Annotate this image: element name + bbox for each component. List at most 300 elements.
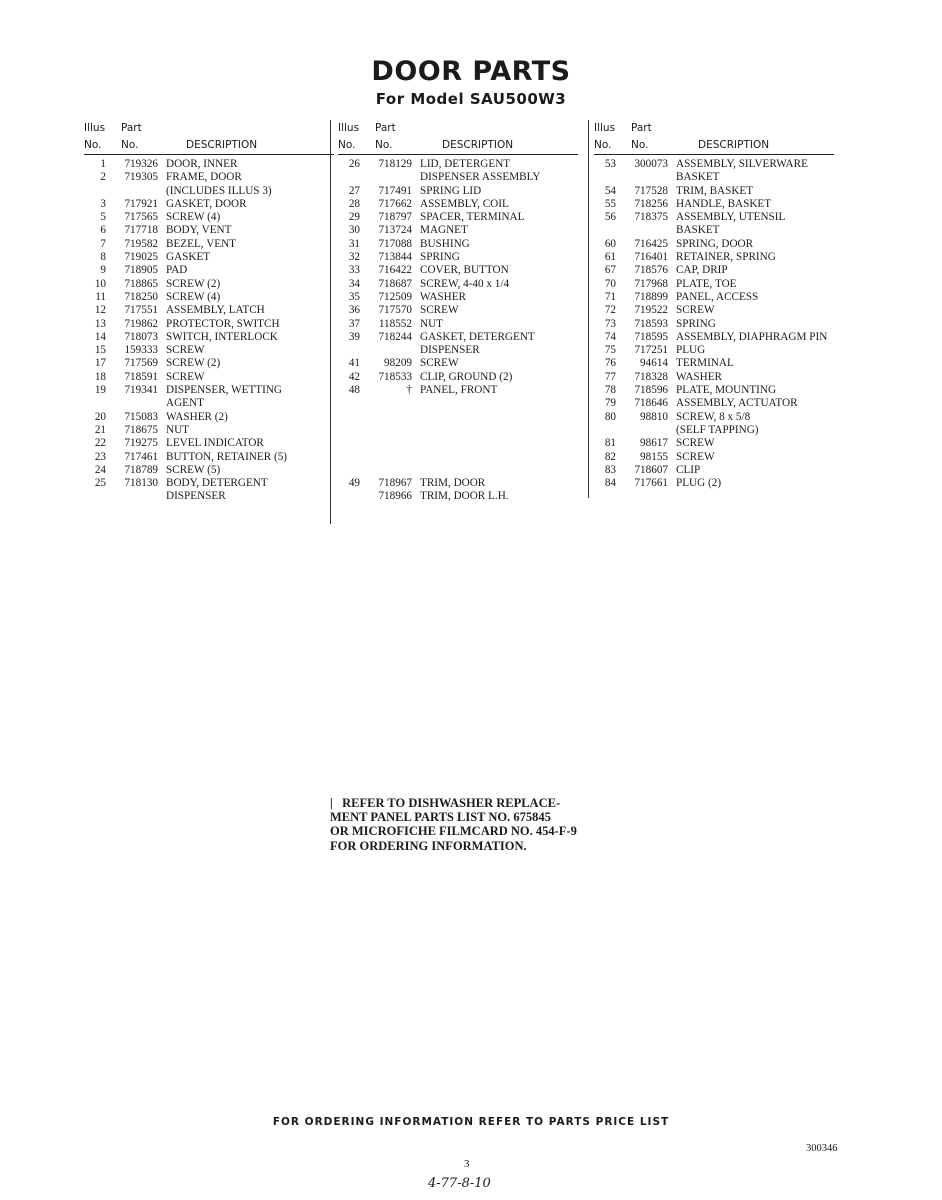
- part-number: 159333: [124, 344, 158, 357]
- illus-number: 61: [604, 251, 616, 264]
- part-number: 718687: [378, 277, 412, 290]
- part-number: 719025: [124, 251, 158, 264]
- part-number: 715083: [124, 410, 158, 423]
- part-number: 718905: [124, 264, 158, 277]
- part-description: NUT: [420, 317, 443, 330]
- part-row: [594, 198, 834, 211]
- part-row: [594, 437, 834, 450]
- part-number: 718250: [124, 290, 158, 303]
- illus-number: 73: [604, 317, 616, 330]
- illus-number: 56: [604, 211, 616, 224]
- part-row: [84, 451, 334, 464]
- header-illus-no: No.: [594, 139, 612, 151]
- illus-number: 30: [348, 224, 360, 237]
- parts-list: [594, 154, 834, 490]
- illus-number: 10: [94, 277, 106, 290]
- illus-number: 8: [100, 251, 106, 264]
- parts-list: [84, 154, 334, 504]
- part-description: LEVEL INDICATOR: [166, 437, 264, 450]
- header-part-no: No.: [375, 139, 393, 151]
- part-description: SCREW (2): [166, 277, 221, 290]
- illus-number: 54: [604, 184, 616, 197]
- header-part: Part: [631, 122, 652, 134]
- part-number: 713724: [378, 224, 412, 237]
- part-description: (SELF TAPPING): [676, 423, 759, 436]
- part-description: PLUG: [676, 344, 706, 357]
- illus-number: 6: [100, 224, 106, 237]
- document-number: 300346: [806, 1143, 838, 1154]
- part-description: WASHER: [676, 370, 722, 383]
- part-row: [338, 211, 578, 224]
- part-description: TRIM, BASKET: [676, 184, 754, 197]
- part-number: 717551: [124, 304, 158, 317]
- page-subtitle: For Model SAU500W3: [375, 90, 567, 108]
- part-number: 718130: [124, 477, 158, 490]
- illus-number: 32: [348, 251, 360, 264]
- part-number: 718966: [378, 490, 412, 503]
- header-rule: [338, 154, 578, 155]
- part-row: [594, 278, 834, 291]
- part-row: [338, 158, 578, 171]
- illus-number: 77: [604, 370, 616, 383]
- part-description: BASKET: [676, 171, 720, 184]
- column-divider: [588, 120, 589, 498]
- part-description: AGENT: [166, 397, 204, 410]
- part-number: 717565: [124, 211, 158, 224]
- part-number: 719582: [124, 237, 158, 250]
- part-description: TRIM, DOOR: [420, 477, 486, 490]
- column-header: [338, 120, 578, 154]
- part-row: [594, 185, 834, 198]
- illus-number: 37: [348, 317, 360, 330]
- part-description: PAD: [166, 264, 188, 277]
- part-row: [594, 411, 834, 424]
- part-description: BASKET: [676, 224, 720, 237]
- part-description: MAGNET: [420, 224, 468, 237]
- part-row: [338, 384, 578, 397]
- part-row: [84, 464, 334, 477]
- illus-number: 75: [604, 344, 616, 357]
- page-title: DOOR PARTS: [371, 56, 571, 87]
- part-row: [84, 304, 334, 317]
- illus-number: 33: [348, 264, 360, 277]
- part-row: [84, 357, 334, 370]
- part-row: [84, 224, 334, 237]
- row-spacer: [338, 437, 578, 450]
- part-description: TERMINAL: [676, 357, 734, 370]
- part-description: BODY, VENT: [166, 224, 232, 237]
- part-description: PLATE, MOUNTING: [676, 384, 777, 397]
- illus-number: 81: [604, 437, 616, 450]
- illus-number: 60: [604, 237, 616, 250]
- part-row: [338, 185, 578, 198]
- part-number: 719341: [124, 384, 158, 397]
- illus-number: 28: [348, 197, 360, 210]
- part-number: 98155: [640, 450, 668, 463]
- header-description: DESCRIPTION: [442, 139, 514, 151]
- part-number: [106, 397, 166, 410]
- handwritten-note: 4-77-8-10: [428, 1176, 491, 1191]
- part-description: WASHER (2): [166, 410, 228, 423]
- part-row: [338, 344, 578, 357]
- part-number: 719305: [124, 171, 158, 184]
- part-number: 718256: [634, 197, 668, 210]
- row-spacer: [338, 424, 578, 437]
- part-number: [106, 490, 166, 503]
- part-description: BUTTON, RETAINER (5): [166, 450, 288, 463]
- illus-number: 36: [348, 304, 360, 317]
- header-description: DESCRIPTION: [186, 139, 258, 151]
- part-number: 718607: [634, 463, 668, 476]
- part-row: [594, 211, 834, 224]
- part-description: NUT: [166, 423, 189, 436]
- header-rule: [84, 154, 334, 155]
- illus-number: 55: [604, 197, 616, 210]
- header-part-no: No.: [631, 139, 649, 151]
- illus-number: [84, 185, 106, 198]
- part-row: [84, 384, 334, 397]
- part-row: [84, 318, 334, 331]
- part-description: GASKET, DETERGENT: [420, 330, 535, 343]
- part-number: 717968: [634, 277, 668, 290]
- row-spacer: [338, 464, 578, 477]
- part-description: SCREW: [676, 450, 715, 463]
- illus-number: 27: [348, 184, 360, 197]
- part-row: [594, 384, 834, 397]
- part-number: 718596: [634, 384, 668, 397]
- part-row: [84, 278, 334, 291]
- part-description: FRAME, DOOR: [166, 171, 242, 184]
- part-description: ASSEMBLY, ACTUATOR: [676, 397, 798, 410]
- part-description: HANDLE, BASKET: [676, 197, 772, 210]
- column-divider: [330, 120, 331, 524]
- illus-number: 20: [94, 410, 106, 423]
- illus-number: [594, 424, 616, 437]
- illus-number: 53: [604, 158, 616, 170]
- part-row: [84, 477, 334, 490]
- part-description: (INCLUDES ILLUS 3): [166, 184, 272, 197]
- illus-number: 12: [94, 304, 106, 317]
- column-header: [594, 120, 834, 154]
- part-number: 717718: [124, 224, 158, 237]
- part-row: [84, 291, 334, 304]
- part-number: 718591: [124, 370, 158, 383]
- part-row: [84, 211, 334, 224]
- part-description: PANEL, ACCESS: [676, 290, 759, 303]
- illus-number: 7: [100, 237, 106, 250]
- part-number: 717661: [634, 477, 668, 490]
- illus-number: 41: [348, 357, 360, 370]
- part-description: PANEL, FRONT: [420, 384, 498, 397]
- part-description: SCREW (5): [166, 463, 221, 476]
- illus-number: 21: [94, 423, 106, 436]
- part-row: [338, 238, 578, 251]
- part-row: [84, 331, 334, 344]
- part-row: [594, 304, 834, 317]
- illus-number: 71: [604, 290, 616, 303]
- part-description: TRIM, DOOR L.H.: [420, 490, 509, 503]
- illus-number: 49: [348, 477, 360, 490]
- part-row: [338, 490, 578, 503]
- part-row: [84, 238, 334, 251]
- part-row: [594, 171, 834, 184]
- part-row: [84, 171, 334, 184]
- part-description: SPRING: [676, 317, 716, 330]
- part-row: [338, 264, 578, 277]
- part-description: WASHER: [420, 290, 466, 303]
- illus-number: 24: [94, 463, 106, 476]
- part-number: 98617: [640, 437, 668, 450]
- part-number: [616, 171, 676, 184]
- part-description: BUSHING: [420, 237, 470, 250]
- part-description: DOOR, INNER: [166, 158, 238, 170]
- part-row: [338, 304, 578, 317]
- part-row: [84, 490, 334, 503]
- illus-number: 29: [348, 211, 360, 224]
- parts-column-2: [338, 120, 578, 504]
- illus-number: 9: [100, 264, 106, 277]
- part-row: [84, 371, 334, 384]
- illus-number: [84, 490, 106, 503]
- part-number: 719326: [124, 158, 158, 170]
- part-number: 718967: [378, 477, 412, 490]
- part-description: ASSEMBLY, UTENSIL: [676, 211, 786, 224]
- page-number: 3: [464, 1158, 470, 1170]
- illus-number: 1: [100, 158, 106, 170]
- part-row: [594, 424, 834, 437]
- row-spacer: [338, 397, 578, 410]
- part-row: [594, 371, 834, 384]
- header-rule: [594, 154, 834, 155]
- illus-number: 70: [604, 277, 616, 290]
- part-number: 716401: [634, 251, 668, 264]
- part-number: 718129: [378, 158, 412, 170]
- part-description: BODY, DETERGENT: [166, 477, 268, 490]
- part-row: [84, 198, 334, 211]
- part-number: 718595: [634, 330, 668, 343]
- part-number: 717088: [378, 237, 412, 250]
- part-number: 718576: [634, 264, 668, 277]
- part-row: [594, 291, 834, 304]
- part-row: [594, 464, 834, 477]
- illus-number: 22: [94, 437, 106, 450]
- illus-number: 11: [95, 290, 106, 303]
- part-number: [360, 171, 420, 184]
- row-spacer: [338, 451, 578, 464]
- part-number: 718899: [634, 290, 668, 303]
- part-number: 712509: [378, 290, 412, 303]
- part-description: SCREW (4): [166, 290, 221, 303]
- part-row: [338, 477, 578, 490]
- part-number: 718789: [124, 463, 158, 476]
- part-description: SCREW: [676, 437, 715, 450]
- illus-number: 25: [94, 477, 106, 490]
- part-row: [84, 251, 334, 264]
- part-row: [338, 251, 578, 264]
- part-row: [594, 251, 834, 264]
- part-description: SCREW, 4-40 x 1/4: [420, 277, 510, 290]
- part-row: [594, 158, 834, 171]
- part-description: DISPENSER ASSEMBLY: [420, 171, 541, 184]
- part-number: [360, 344, 420, 357]
- part-number: 718244: [378, 330, 412, 343]
- part-row: [84, 185, 334, 198]
- illus-number: 17: [94, 357, 106, 370]
- part-row: [338, 278, 578, 291]
- header-illus: Illus: [84, 122, 106, 134]
- part-description: ASSEMBLY, SILVERWARE: [676, 158, 808, 170]
- part-number: 719522: [634, 304, 668, 317]
- illus-number: 83: [604, 463, 616, 476]
- part-row: [594, 224, 834, 237]
- part-description: COVER, BUTTON: [420, 264, 509, 277]
- part-row: [84, 437, 334, 450]
- part-number: 718533: [378, 370, 412, 383]
- part-row: [594, 397, 834, 410]
- part-description: DISPENSER: [166, 490, 226, 503]
- illus-number: 23: [94, 450, 106, 463]
- illus-number: [338, 344, 360, 357]
- part-number: [106, 185, 166, 198]
- header-illus: Illus: [594, 122, 616, 134]
- illus-number: 14: [94, 330, 106, 343]
- part-row: [338, 331, 578, 344]
- parts-column-3: [594, 120, 834, 490]
- illus-number: 26: [348, 158, 360, 170]
- part-row: [338, 371, 578, 384]
- part-description: SCREW: [420, 304, 459, 317]
- part-number: 718375: [634, 211, 668, 224]
- part-number: 713844: [378, 251, 412, 264]
- part-description: SCREW: [166, 344, 205, 357]
- part-row: [594, 344, 834, 357]
- part-number: 98209: [384, 357, 412, 370]
- part-number: 718073: [124, 330, 158, 343]
- parts-list: [338, 154, 578, 504]
- part-row: [338, 357, 578, 370]
- part-number: 718328: [634, 370, 668, 383]
- illus-number: 34: [348, 277, 360, 290]
- illus-number: 42: [348, 370, 360, 383]
- part-description: SCREW: [420, 357, 459, 370]
- ordering-footer: FOR ORDERING INFORMATION REFER TO PARTS PRICE LIST: [272, 1116, 670, 1128]
- part-number: 717251: [634, 344, 668, 357]
- part-description: RETAINER, SPRING: [676, 251, 776, 264]
- header-description: DESCRIPTION: [698, 139, 770, 151]
- part-number: 719862: [124, 317, 158, 330]
- part-row: [338, 224, 578, 237]
- part-description: PLATE, TOE: [676, 277, 737, 290]
- part-description: LID, DETERGENT: [420, 158, 511, 170]
- part-row: [338, 198, 578, 211]
- part-description: SCREW (2): [166, 357, 221, 370]
- part-number: 717569: [124, 357, 158, 370]
- part-row: [338, 291, 578, 304]
- header-part: Part: [375, 122, 396, 134]
- header-illus-no: No.: [84, 139, 102, 151]
- part-number: 717570: [378, 304, 412, 317]
- part-description: DISPENSER: [420, 344, 480, 357]
- illus-number: 80: [604, 410, 616, 423]
- illus-number: 67: [604, 264, 616, 277]
- part-description: SCREW (4): [166, 211, 221, 224]
- part-number: †: [406, 384, 412, 397]
- part-number: [616, 224, 676, 237]
- parts-column-1: [84, 120, 334, 504]
- illus-number: 35: [348, 290, 360, 303]
- part-row: [594, 238, 834, 251]
- illus-number: 5: [100, 211, 106, 224]
- part-row: [84, 158, 334, 171]
- part-row: [338, 318, 578, 331]
- replacement-panel-note: | REFER TO DISHWASHER REPLACE- MENT PANEL PARTS LIST NO. 675845 OR MICROFICHE FILMCARD NO. 454-F-9 FOR ORDERING INFORMATION.: [330, 796, 577, 853]
- part-row: [594, 264, 834, 277]
- part-row: [84, 424, 334, 437]
- part-description: CLIP, GROUND (2): [420, 370, 513, 383]
- illus-number: [594, 224, 616, 237]
- part-row: [594, 451, 834, 464]
- part-description: SWITCH, INTERLOCK: [166, 330, 278, 343]
- illus-number: 39: [348, 330, 360, 343]
- illus-number: 76: [604, 357, 616, 370]
- part-description: SPRING, DOOR: [676, 237, 754, 250]
- part-row: [594, 477, 834, 490]
- part-description: GASKET, DOOR: [166, 197, 247, 210]
- illus-number: 3: [100, 197, 106, 210]
- illus-number: [594, 171, 616, 184]
- part-number: 719275: [124, 437, 158, 450]
- part-number: 717461: [124, 450, 158, 463]
- illus-number: 15: [94, 344, 106, 357]
- part-row: [84, 344, 334, 357]
- part-number: 94614: [640, 357, 668, 370]
- part-description: SPRING LID: [420, 184, 482, 197]
- illus-number: 72: [604, 304, 616, 317]
- illus-number: [338, 171, 360, 184]
- part-row: [594, 357, 834, 370]
- part-row: [594, 331, 834, 344]
- part-description: SCREW, 8 x 5/8: [676, 410, 751, 423]
- illus-number: 13: [94, 317, 106, 330]
- part-row: [84, 411, 334, 424]
- illus-number: 79: [604, 397, 616, 410]
- part-description: SPACER, TERMINAL: [420, 211, 525, 224]
- illus-number: 82: [604, 450, 616, 463]
- part-description: SCREW: [676, 304, 715, 317]
- illus-number: 78: [604, 384, 616, 397]
- part-description: BEZEL, VENT: [166, 237, 237, 250]
- part-row: [84, 264, 334, 277]
- part-row: [338, 171, 578, 184]
- header-part-no: No.: [121, 139, 139, 151]
- part-description: ASSEMBLY, COIL: [420, 197, 509, 210]
- illus-number: 31: [348, 237, 360, 250]
- header-illus-no: No.: [338, 139, 356, 151]
- part-description: SPRING: [420, 251, 460, 264]
- part-description: PROTECTOR, SWITCH: [166, 317, 280, 330]
- illus-number: 18: [94, 370, 106, 383]
- part-description: ASSEMBLY, LATCH: [166, 304, 265, 317]
- header-illus: Illus: [338, 122, 360, 134]
- illus-number: 74: [604, 330, 616, 343]
- illus-number: [338, 490, 360, 503]
- part-number: 717491: [378, 184, 412, 197]
- part-number: 717921: [124, 197, 158, 210]
- part-row: [594, 318, 834, 331]
- illus-number: [84, 397, 106, 410]
- part-number: 718646: [634, 397, 668, 410]
- part-number: 716422: [378, 264, 412, 277]
